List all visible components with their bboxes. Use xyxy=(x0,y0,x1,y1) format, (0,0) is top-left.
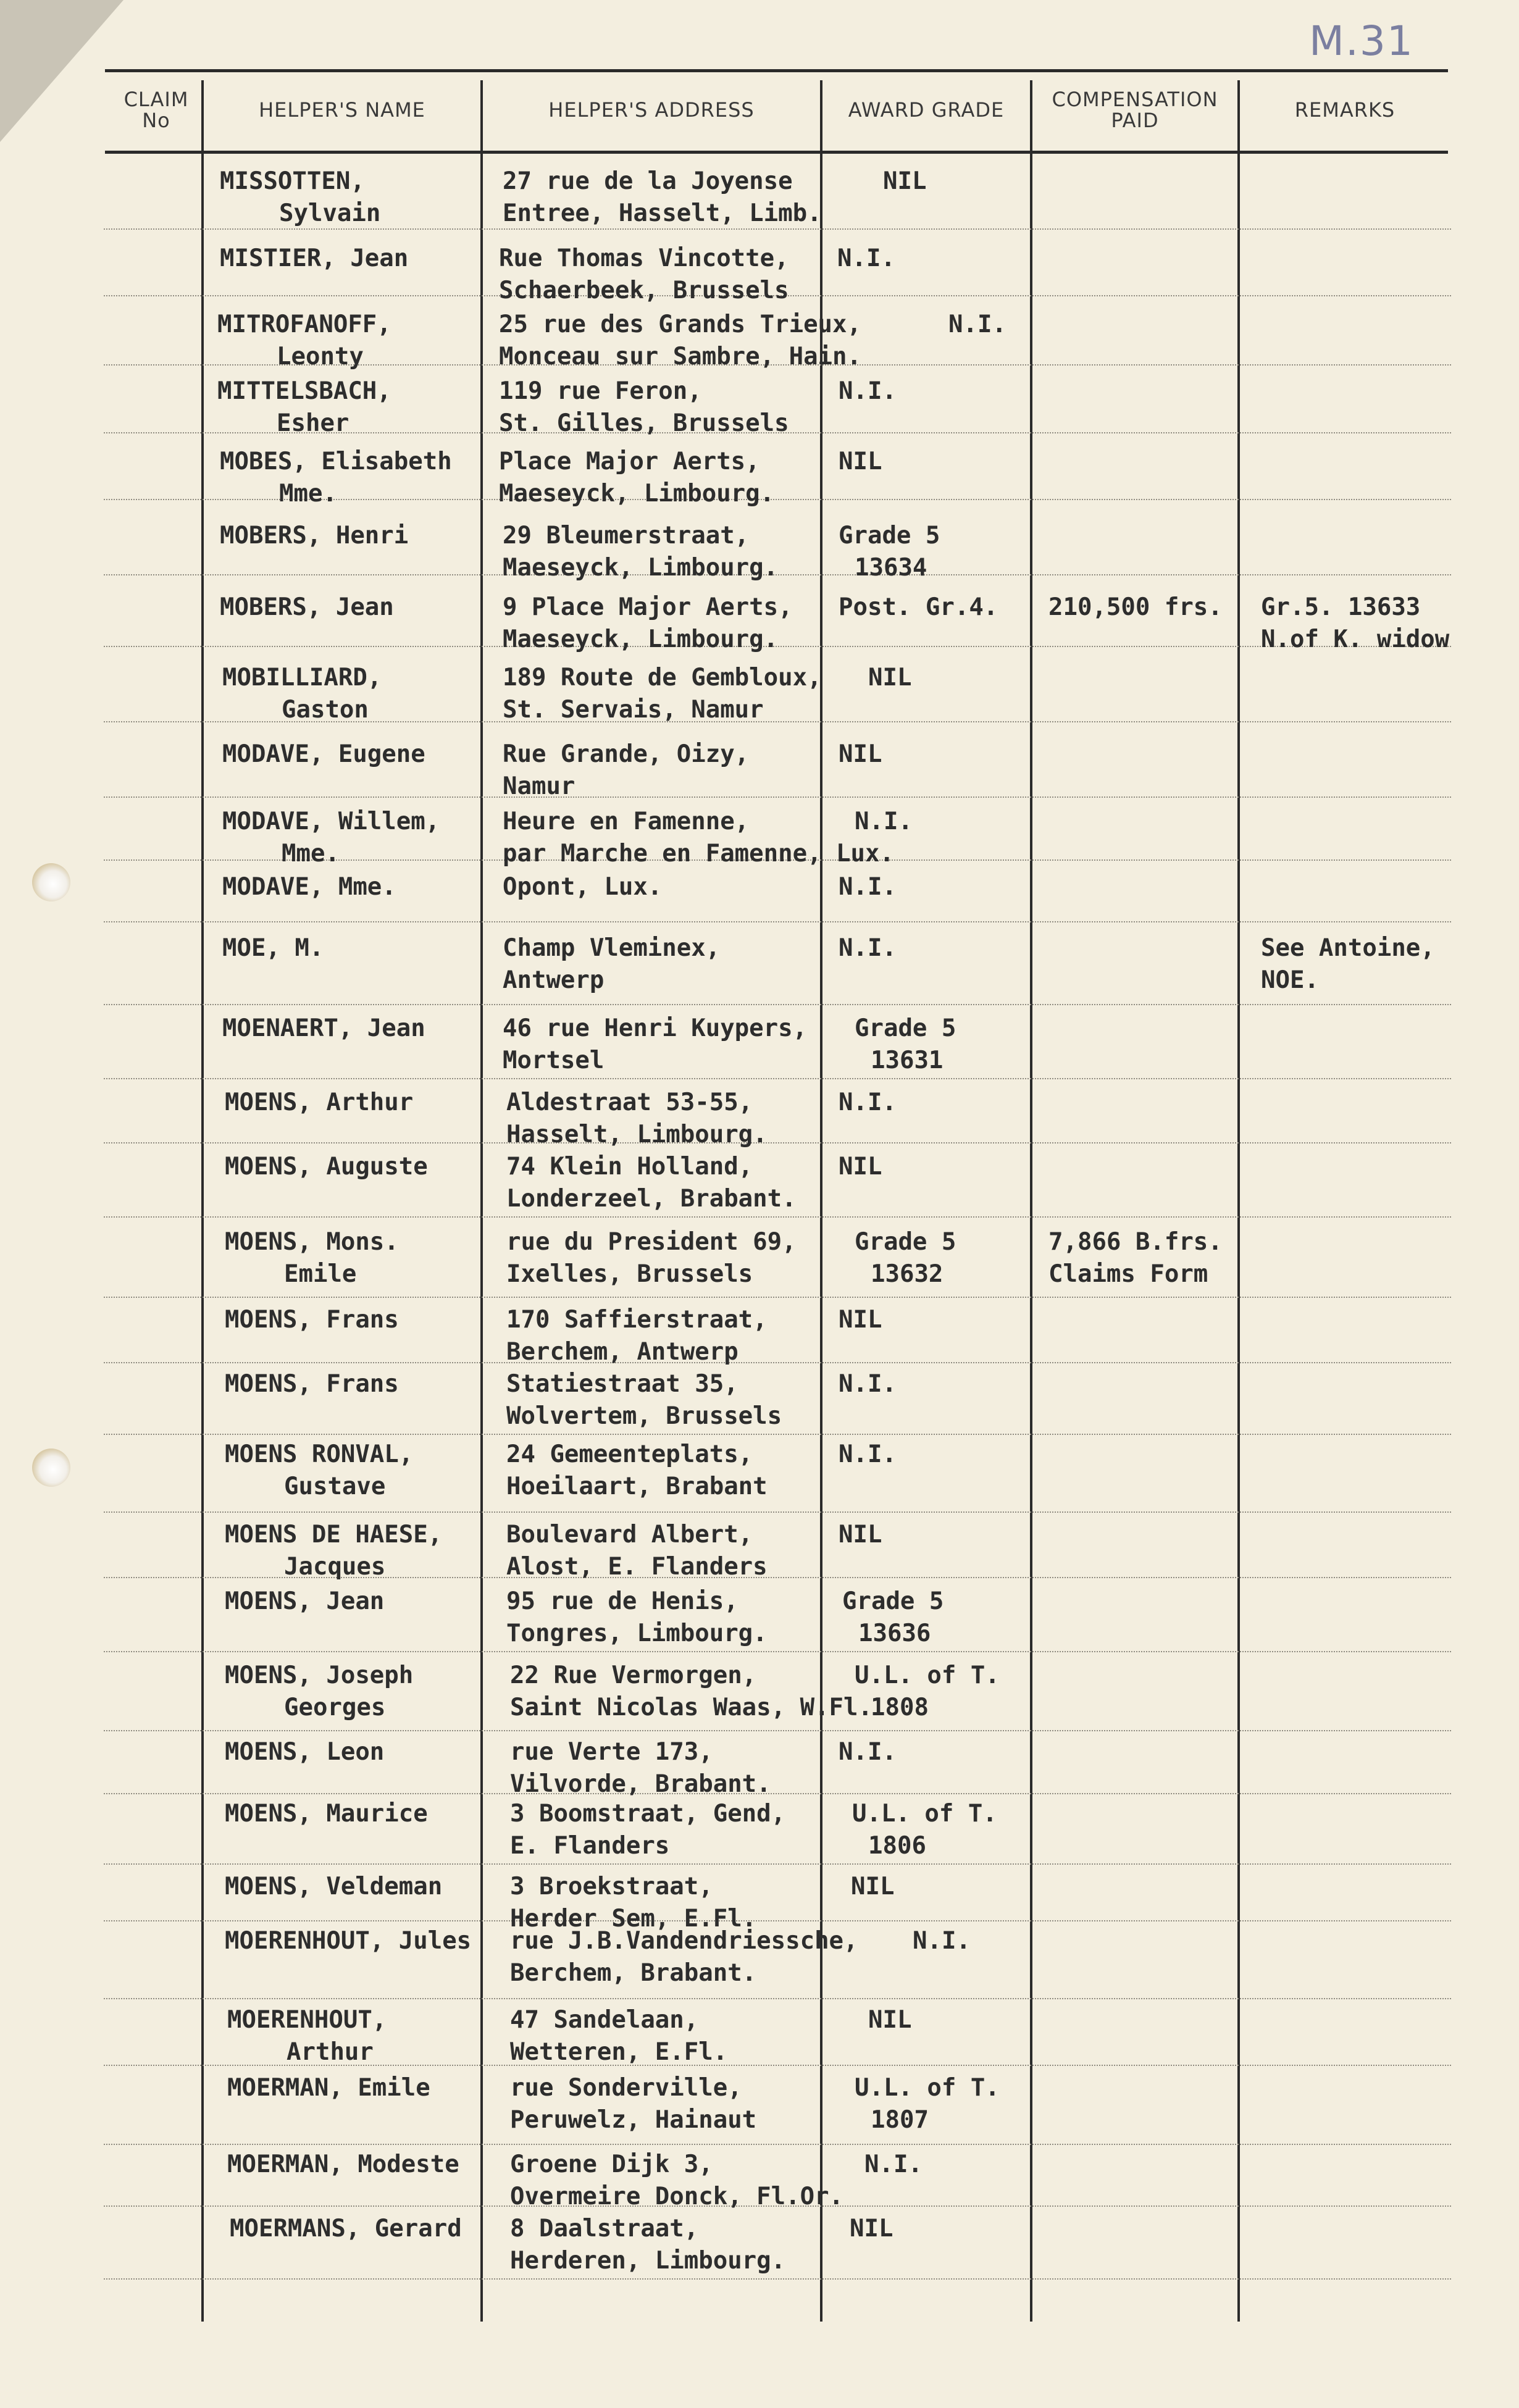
helper-name-cell xyxy=(225,1925,471,1957)
award-grade-cell xyxy=(839,1151,882,1183)
row-rule xyxy=(104,1434,1451,1435)
helper-address-cell-line: Wolvertem, Brussels xyxy=(506,1402,782,1430)
award-grade-cell xyxy=(839,1087,897,1119)
helper-address-cell-line: 47 Sandelaan, xyxy=(510,2006,699,2034)
award-grade-cell xyxy=(883,165,926,198)
row-rule xyxy=(104,1142,1451,1143)
helper-name-cell-line: Georges xyxy=(284,1694,386,1721)
helper-address-cell-line: rue Sonderville, xyxy=(510,2074,742,2102)
helper-name-cell xyxy=(225,1798,428,1830)
award-grade-cell-line: NIL xyxy=(839,1153,882,1181)
helper-name-cell xyxy=(220,592,394,624)
helper-name-cell-line: Emile xyxy=(284,1260,357,1288)
remarks-cell-line: Gr.5. 13633 xyxy=(1261,593,1421,621)
award-grade-cell-line: 13631 xyxy=(871,1047,944,1074)
helper-name-cell-line: MOERENHOUT, Jules xyxy=(225,1927,472,1955)
helper-address-cell xyxy=(499,375,789,440)
award-grade-cell xyxy=(837,243,895,275)
award-grade-cell xyxy=(948,309,1006,341)
helper-address-cell xyxy=(506,1519,768,1583)
award-grade-cell-line: NIL xyxy=(883,167,927,195)
award-grade-cell-line: U.L. of T. xyxy=(855,1662,1000,1689)
helper-address-cell-line: Vilvorde, Brabant. xyxy=(510,1770,771,1798)
helper-address-cell xyxy=(506,1586,768,1650)
award-grade-cell xyxy=(868,2004,911,2036)
award-grade-cell-line: Post. Gr.4. xyxy=(839,593,998,621)
award-grade-cell xyxy=(839,1304,882,1336)
helper-address-cell xyxy=(503,592,793,656)
award-grade-cell-line: NIL xyxy=(868,664,912,692)
helper-address-cell-line: Champ Vleminex, xyxy=(503,934,721,962)
helper-address-cell xyxy=(503,806,894,870)
helper-name-cell xyxy=(225,1226,399,1290)
helper-address-cell-line: Berchem, Antwerp xyxy=(506,1338,739,1366)
award-grade-cell-line: Grade 5 xyxy=(855,1014,956,1042)
row-rule xyxy=(104,921,1451,922)
helper-address-cell xyxy=(510,1925,858,1989)
punch-hole xyxy=(32,1449,70,1487)
helper-name-cell-line: MOENS, Frans xyxy=(225,1306,399,1334)
helper-address-cell-line: Heure en Famenne, xyxy=(503,808,750,835)
header-remarks: REMARKS xyxy=(1294,98,1396,122)
helper-name-cell-line: MOENS, Joseph xyxy=(225,1662,414,1689)
header-helper-name: HELPER'S NAME xyxy=(259,98,425,122)
helper-address-cell-line: Alost, E. Flanders xyxy=(506,1553,768,1581)
helper-name-cell-line: MODAVE, Mme. xyxy=(222,873,396,901)
award-grade-cell-line: NIL xyxy=(839,1306,882,1334)
helper-name-cell-line: MISTIER, Jean xyxy=(220,245,409,272)
row-rule xyxy=(104,1651,1451,1652)
award-grade-cell-line: 1807 xyxy=(871,2106,929,2134)
helper-name-cell xyxy=(220,243,408,275)
award-grade-cell xyxy=(855,1013,956,1077)
helper-name-cell xyxy=(225,1151,428,1183)
award-grade-cell xyxy=(839,1439,897,1471)
remarks-cell-line: See Antoine, xyxy=(1261,934,1435,962)
award-grade-cell xyxy=(864,2149,923,2181)
helper-name-cell-line: MITTELSBACH, xyxy=(217,377,391,405)
helper-name-cell-line: MOENS, Veldeman xyxy=(225,1873,443,1900)
helper-name-cell xyxy=(220,446,452,510)
row-rule xyxy=(104,1998,1451,1999)
helper-address-cell-line: St. Gilles, Brussels xyxy=(499,409,789,437)
award-grade-cell xyxy=(855,2072,1000,2136)
helper-address-cell xyxy=(503,165,822,230)
award-grade-cell-line: N.I. xyxy=(839,1738,897,1766)
row-rule xyxy=(104,796,1451,798)
remarks-cell xyxy=(1261,592,1449,656)
helper-name-cell-line: MOENS, Auguste xyxy=(225,1153,428,1181)
helper-name-cell-line: MOBERS, Henri xyxy=(220,522,409,550)
helper-address-cell-line: Statiestraat 35, xyxy=(506,1370,739,1398)
helper-name-cell-line: MOE, M. xyxy=(222,934,324,962)
remarks-cell-line: N.of K. widow xyxy=(1261,625,1450,653)
award-grade-cell-line: N.I. xyxy=(839,1370,897,1398)
helper-name-cell-line: Arthur xyxy=(287,2038,374,2066)
helper-address-cell-line: Place Major Aerts, xyxy=(499,448,760,475)
helper-name-cell-line: MOENS, Maurice xyxy=(225,1800,428,1828)
award-grade-cell xyxy=(839,1368,897,1400)
award-grade-cell-line: 13634 xyxy=(855,554,927,582)
helper-address-cell-line: Overmeire Donck, Fl.Or. xyxy=(510,2183,844,2210)
award-grade-cell xyxy=(839,520,940,584)
row-rule xyxy=(104,1297,1451,1298)
helper-address-cell-line: 24 Gemeenteplats, xyxy=(506,1440,753,1468)
helper-address-cell xyxy=(503,871,662,903)
helper-name-cell-line: MOENS, Frans xyxy=(225,1370,399,1398)
award-grade-cell-line: Grade 5 xyxy=(839,522,940,550)
award-grade-cell xyxy=(839,375,897,408)
helper-name-cell-line: Leonty xyxy=(277,343,364,370)
helper-name-cell-line: Esher xyxy=(277,409,349,437)
helper-name-cell-line: MOBES, Elisabeth xyxy=(220,448,452,475)
helper-address-cell-line: Wetteren, E.Fl. xyxy=(510,2038,728,2066)
helper-address-cell xyxy=(506,1439,768,1503)
helper-name-cell-line: MISSOTTEN, xyxy=(220,167,365,195)
helper-address-cell xyxy=(503,1013,807,1077)
helper-address-cell-line: Boulevard Albert, xyxy=(506,1521,753,1549)
award-grade-cell-line: 1808 xyxy=(871,1694,929,1721)
helper-name-cell-line: MITROFANOFF, xyxy=(217,311,391,338)
helper-address-cell-line: Schaerbeek, Brussels xyxy=(499,277,789,304)
row-rule xyxy=(104,1511,1451,1513)
compensation-cell xyxy=(1048,592,1223,624)
helper-name-cell xyxy=(225,1087,413,1119)
helper-address-cell-line: Hoeilaart, Brabant xyxy=(506,1473,768,1500)
award-grade-cell xyxy=(839,932,897,964)
helper-name-cell-line: Jacques xyxy=(284,1553,386,1581)
row-rule xyxy=(104,2144,1451,2145)
helper-address-cell xyxy=(510,1736,771,1800)
column-divider xyxy=(201,80,204,2322)
helper-address-cell xyxy=(499,243,789,307)
award-grade-cell-line: NIL xyxy=(839,448,882,475)
row-rule xyxy=(104,1730,1451,1731)
helper-address-cell-line: Maeseyck, Limbourg. xyxy=(503,554,779,582)
helper-address-cell-line: 9 Place Major Aerts, xyxy=(503,593,793,621)
helper-address-cell-line: Groene Dijk 3, xyxy=(510,2151,713,2178)
remarks-cell-line: NOE. xyxy=(1261,966,1319,994)
award-grade-cell xyxy=(839,1519,882,1551)
award-grade-cell-line: N.I. xyxy=(855,808,913,835)
helper-name-cell xyxy=(225,1736,384,1768)
helper-address-cell-line: 22 Rue Vermorgen, xyxy=(510,1662,757,1689)
column-divider xyxy=(1030,80,1032,2322)
helper-address-cell xyxy=(503,932,720,997)
helper-name-cell xyxy=(217,309,391,373)
helper-name-cell-line: MOERENHOUT, xyxy=(227,2006,387,2034)
helper-name-cell xyxy=(225,1586,384,1618)
helper-address-cell-line: 46 rue Henri Kuypers, xyxy=(503,1014,808,1042)
helper-name-cell-line: MOBERS, Jean xyxy=(220,593,394,621)
award-grade-cell-line: NIL xyxy=(839,1521,882,1549)
award-grade-cell xyxy=(842,1586,944,1650)
helper-address-cell-line: 189 Route de Gembloux, xyxy=(503,664,822,692)
row-rule xyxy=(104,1793,1451,1794)
helper-name-cell xyxy=(227,2072,430,2104)
helper-name-cell xyxy=(225,1660,413,1724)
helper-address-cell-line: Hasselt, Limbourg. xyxy=(506,1121,768,1148)
helper-name-cell-line: Mme. xyxy=(279,480,337,508)
helper-name-cell-line: MOERMANS, Gerard xyxy=(230,2215,462,2243)
helper-name-cell xyxy=(222,806,440,870)
award-grade-cell-line: N.I. xyxy=(839,1440,897,1468)
compensation-cell-line: 210,500 frs. xyxy=(1048,593,1223,621)
helper-address-cell-line: Rue Grande, Oizy, xyxy=(503,740,750,768)
helper-address-cell-line: par Marche en Famenne, Lux. xyxy=(503,840,894,867)
helper-address-cell xyxy=(503,662,822,726)
helper-name-cell xyxy=(225,1439,413,1503)
helper-address-cell xyxy=(510,2149,843,2213)
helper-address-cell-line: 27 rue de la Joyense xyxy=(503,167,793,195)
award-grade-cell-line: N.I. xyxy=(839,934,897,962)
helper-name-cell xyxy=(222,1013,425,1045)
helper-address-cell-line: Tongres, Limbourg. xyxy=(506,1620,768,1647)
helper-address-cell-line: Maeseyck, Limbourg. xyxy=(499,480,775,508)
helper-address-cell xyxy=(510,1798,785,1862)
award-grade-cell xyxy=(851,1871,894,1903)
helper-address-cell xyxy=(499,309,861,373)
helper-address-cell-line: 119 rue Feron, xyxy=(499,377,702,405)
helper-address-cell xyxy=(506,1304,768,1368)
helper-address-cell-line: Namur xyxy=(503,772,575,800)
award-grade-cell-line: Grade 5 xyxy=(855,1228,956,1256)
award-grade-cell xyxy=(850,2213,893,2245)
row-rule xyxy=(104,1216,1451,1218)
helper-address-cell xyxy=(506,1226,797,1290)
helper-address-cell xyxy=(503,520,778,584)
award-grade-cell xyxy=(839,1736,897,1768)
helper-address-cell-line: 29 Bleumerstraat, xyxy=(503,522,750,550)
helper-name-cell-line: Gustave xyxy=(284,1473,386,1500)
helper-name-cell-line: MOERMAN, Emile xyxy=(227,2074,430,2102)
helper-address-cell-line: St. Servais, Namur xyxy=(503,696,764,724)
award-grade-cell-line: N.I. xyxy=(839,377,897,405)
helper-name-cell xyxy=(225,1519,442,1583)
helper-address-cell-line: 8 Daalstraat, xyxy=(510,2215,699,2243)
helper-address-cell-line: rue J.B.Vandendriessche, xyxy=(510,1927,858,1955)
helper-name-cell xyxy=(227,2149,459,2181)
award-grade-cell-line: NIL xyxy=(839,740,882,768)
helper-address-cell xyxy=(510,2213,785,2277)
helper-address-cell-line: 25 rue des Grands Trieux, xyxy=(499,311,861,338)
column-divider xyxy=(1237,80,1240,2322)
row-rule xyxy=(104,1362,1451,1363)
award-grade-cell-line: NIL xyxy=(851,1873,895,1900)
helper-name-cell-line: MOENS DE HAESE, xyxy=(225,1521,443,1549)
helper-address-cell-line: 3 Broekstraat, xyxy=(510,1873,713,1900)
award-grade-cell-line: N.I. xyxy=(839,873,897,901)
helper-address-cell-line: Saint Nicolas Waas, W.Fl. xyxy=(510,1694,872,1721)
helper-address-cell-line: Peruwelz, Hainaut xyxy=(510,2106,757,2134)
helper-name-cell-line: MOENS, Arthur xyxy=(225,1089,414,1116)
helper-name-cell-line: MOENS, Leon xyxy=(225,1738,385,1766)
helper-name-cell xyxy=(230,2213,462,2245)
helper-address-cell xyxy=(506,1087,768,1151)
compensation-cell-line: Claims Form xyxy=(1048,1260,1208,1288)
award-grade-cell-line: N.I. xyxy=(839,1089,897,1116)
award-grade-cell xyxy=(839,871,897,903)
helper-address-cell-line: Maeseyck, Limbourg. xyxy=(503,625,779,653)
helper-address-cell-line: Antwerp xyxy=(503,966,605,994)
helper-name-cell-line: Gaston xyxy=(282,696,369,724)
helper-name-cell xyxy=(222,738,425,771)
award-grade-cell xyxy=(868,662,911,694)
award-grade-cell-line: U.L. of T. xyxy=(855,2074,1000,2102)
row-rule xyxy=(104,1078,1451,1079)
helper-address-cell-line: Entree, Hasselt, Limb. xyxy=(503,199,822,227)
header-compensation-paid: COMPENSATION PAID xyxy=(1052,88,1218,132)
helper-name-cell xyxy=(222,871,396,903)
award-grade-cell-line: Grade 5 xyxy=(842,1587,944,1615)
header-helper-address: HELPER'S ADDRESS xyxy=(548,98,755,122)
helper-address-cell-line: Berchem, Brabant. xyxy=(510,1959,757,1987)
row-rule xyxy=(104,1863,1451,1865)
helper-address-cell xyxy=(499,446,774,510)
helper-address-cell-line: Mortsel xyxy=(503,1047,605,1074)
helper-address-cell xyxy=(510,2004,727,2068)
helper-address-cell-line: E. Flanders xyxy=(510,1832,670,1860)
helper-address-cell-line: Aldestraat 53-55, xyxy=(506,1089,753,1116)
helper-address-cell xyxy=(503,738,749,803)
award-grade-cell xyxy=(855,806,913,838)
award-grade-cell-line: N.I. xyxy=(837,245,895,272)
punch-hole xyxy=(32,863,70,901)
award-grade-cell-line: 13636 xyxy=(858,1620,931,1647)
compensation-cell xyxy=(1048,1226,1223,1290)
column-divider xyxy=(480,80,483,2322)
helper-address-cell-line: Ixelles, Brussels xyxy=(506,1260,753,1288)
helper-address-cell-line: Herderen, Limbourg. xyxy=(510,2247,786,2275)
award-grade-cell xyxy=(839,446,882,478)
helper-name-cell xyxy=(227,2004,387,2068)
award-grade-cell-line: N.I. xyxy=(864,2151,923,2178)
award-grade-cell xyxy=(852,1798,997,1862)
helper-name-cell xyxy=(220,520,408,552)
helper-address-cell-line: Opont, Lux. xyxy=(503,873,663,901)
helper-address-cell-line: Monceau sur Sambre, Hain. xyxy=(499,343,861,370)
helper-name-cell-line: MODAVE, Willem, xyxy=(222,808,440,835)
header-award-grade: AWARD GRADE xyxy=(848,98,1005,122)
award-grade-cell xyxy=(839,738,882,771)
helper-address-cell-line: 170 Saffierstraat, xyxy=(506,1306,768,1334)
helper-name-cell-line: MOENS, Mons. xyxy=(225,1228,399,1256)
helper-address-cell xyxy=(506,1151,797,1215)
award-grade-cell-line: 13632 xyxy=(871,1260,944,1288)
award-grade-cell-line: 1806 xyxy=(868,1832,926,1860)
award-grade-cell-line: N.I. xyxy=(948,311,1006,338)
helper-name-cell-line: MOENS, Jean xyxy=(225,1587,385,1615)
page-reference: M.31 xyxy=(1309,17,1414,65)
helper-address-cell-line: 95 rue de Henis, xyxy=(506,1587,739,1615)
helper-name-cell-line: MODAVE, Eugene xyxy=(222,740,425,768)
helper-address-cell-line: 3 Boomstraat, Gend, xyxy=(510,1800,786,1828)
award-grade-cell-line: NIL xyxy=(850,2215,893,2243)
helper-name-cell xyxy=(225,1304,399,1336)
award-grade-cell xyxy=(855,1226,956,1290)
helper-address-cell-line: Rue Thomas Vincotte, xyxy=(499,245,789,272)
helper-name-cell xyxy=(217,375,391,440)
helper-name-cell xyxy=(225,1871,442,1903)
helper-address-cell xyxy=(506,1368,782,1432)
row-rule xyxy=(104,2278,1451,2280)
award-grade-cell-line: U.L. of T. xyxy=(852,1800,997,1828)
helper-name-cell-line: Sylvain xyxy=(279,199,381,227)
award-grade-cell xyxy=(839,592,998,624)
helper-address-cell-line: rue Verte 173, xyxy=(510,1738,713,1766)
award-grade-cell xyxy=(855,1660,1000,1724)
award-grade-cell xyxy=(913,1925,971,1957)
helper-address-cell-line: rue du President 69, xyxy=(506,1228,797,1256)
helper-name-cell xyxy=(220,165,380,230)
helper-name-cell-line: MOBILLIARD, xyxy=(222,664,382,692)
helper-address-cell-line: 74 Klein Holland, xyxy=(506,1153,753,1181)
helper-name-cell xyxy=(222,662,382,726)
award-grade-cell-line: N.I. xyxy=(913,1927,971,1955)
helper-name-cell-line: MOENAERT, Jean xyxy=(222,1014,425,1042)
remarks-cell xyxy=(1261,932,1435,997)
helper-name-cell xyxy=(225,1368,399,1400)
helper-address-cell xyxy=(510,1660,872,1724)
helper-name-cell-line: Mme. xyxy=(282,840,340,867)
helper-name-cell-line: MOERMAN, Modeste xyxy=(227,2151,459,2178)
header-bottom-border xyxy=(105,151,1448,154)
row-rule xyxy=(104,1920,1451,1921)
compensation-cell-line: 7,866 B.frs. xyxy=(1048,1228,1223,1256)
helper-name-cell xyxy=(222,932,324,964)
helper-address-cell-line: Londerzeel, Brabant. xyxy=(506,1185,797,1213)
helper-name-cell-line: MOENS RONVAL, xyxy=(225,1440,414,1468)
helper-address-cell xyxy=(510,2072,756,2136)
helper-address-cell-line: Herder Sem, E.Fl. xyxy=(510,1905,757,1933)
award-grade-cell-line: NIL xyxy=(868,2006,912,2034)
row-rule xyxy=(104,1004,1451,1005)
table-top-border xyxy=(105,69,1448,72)
header-claim-no: CLAIM No xyxy=(123,88,189,132)
